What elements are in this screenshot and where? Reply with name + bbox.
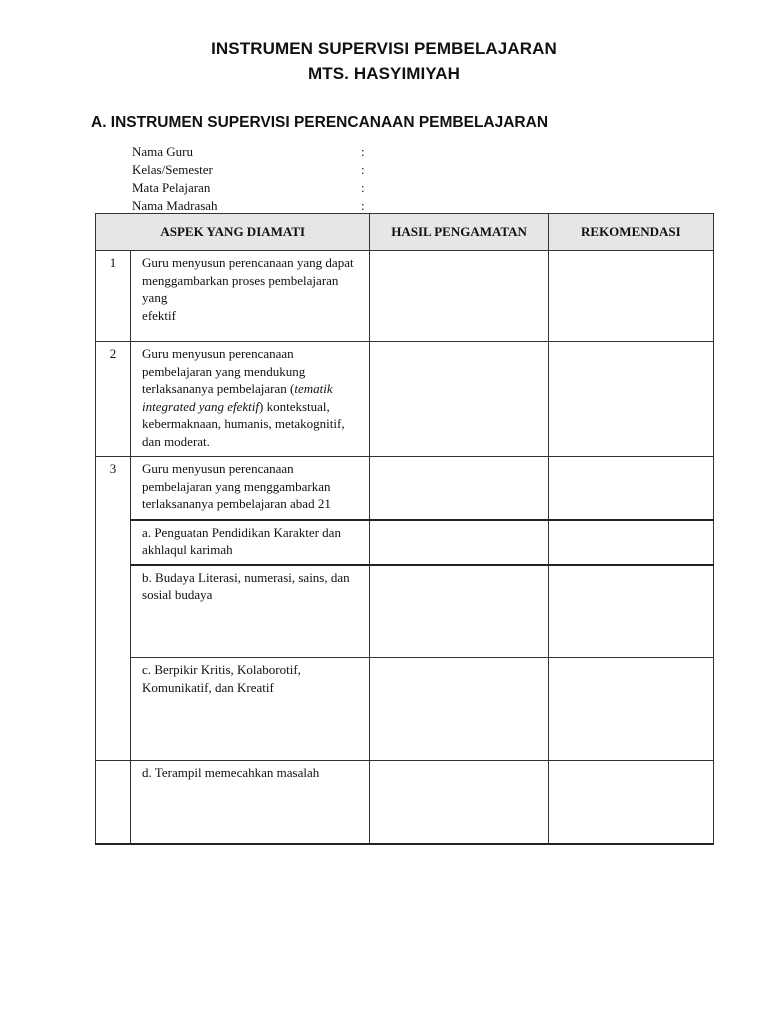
info-label: Mata Pelajaran: [132, 180, 211, 195]
hasil-pengamatan-cell[interactable]: [370, 251, 548, 342]
rekomendasi-cell[interactable]: [548, 520, 713, 565]
aspek-subitem-a: a. Penguatan Pendidikan Karakter dan akhlaqul karimah: [131, 520, 370, 565]
aspek-text: Guru menyusun perencanaan pembelajaran yang menggambarkan terlaksananya pembelajaran abad 21: [131, 457, 370, 520]
document-title: INSTRUMEN SUPERVISI PEMBELAJARAN: [211, 39, 557, 58]
rekomendasi-cell[interactable]: [548, 251, 713, 342]
row-number: 3: [96, 457, 131, 520]
row-number: [96, 658, 131, 761]
info-field-kelas-semester: [132, 161, 365, 179]
table-row: [96, 565, 714, 658]
aspek-text-italic: tematik integrated yang efektif: [142, 381, 333, 414]
aspek-subitem-b: b. Budaya Literasi, numerasi, sains, dan sosial budaya: [131, 565, 370, 658]
row-number: 2: [96, 342, 131, 457]
rekomendasi-cell[interactable]: [548, 761, 713, 844]
row-number: [96, 520, 131, 565]
info-label: Kelas/Semester: [132, 162, 213, 177]
hasil-pengamatan-cell[interactable]: [370, 658, 548, 761]
table-row: [96, 251, 714, 342]
header-hasil-pengamatan: HASIL PENGAMATAN: [370, 214, 548, 251]
row-number: [96, 565, 131, 658]
row-number: [96, 761, 131, 844]
aspek-subitem-c: c. Berpikir Kritis, Kolaborotif, Komunikatif, dan Kreatif: [131, 658, 370, 761]
table-row: [96, 342, 714, 457]
info-colon: :: [361, 198, 365, 213]
aspek-text-content: Guru menyusun perencanaan yang dapat menggambarkan proses pembelajaran yang efektif: [142, 255, 354, 323]
header-rekomendasi: REKOMENDASI: [548, 214, 713, 251]
info-label: Nama Guru: [132, 144, 194, 159]
info-colon: :: [361, 162, 365, 177]
section-heading: A. INSTRUMEN SUPERVISI PERENCANAAN PEMBELAJARAN: [91, 114, 549, 131]
rekomendasi-cell[interactable]: [548, 658, 713, 761]
info-label: Nama Madrasah: [132, 198, 218, 213]
supervision-table: [95, 213, 714, 845]
aspek-text: [131, 251, 370, 342]
table-row: [96, 761, 714, 844]
table-row: [96, 658, 714, 761]
info-colon: :: [361, 144, 365, 159]
hasil-pengamatan-cell[interactable]: [370, 761, 548, 844]
aspek-text-pre: Guru menyusun perencanaan pembelajaran yang mendukung terlaksananya pembelajaran (: [142, 346, 306, 396]
info-colon: :: [361, 180, 365, 195]
rekomendasi-cell[interactable]: [548, 457, 713, 520]
rekomendasi-cell[interactable]: [548, 565, 713, 658]
table-row: [96, 520, 714, 565]
rekomendasi-cell[interactable]: [548, 342, 713, 457]
header-aspek: ASPEK YANG DIAMATI: [96, 214, 370, 251]
hasil-pengamatan-cell[interactable]: [370, 457, 548, 520]
row-number: 1: [96, 251, 131, 342]
hasil-pengamatan-cell[interactable]: [370, 342, 548, 457]
document-subtitle: MTS. HASYIMIYAH: [307, 64, 460, 83]
table-header-row: [96, 214, 714, 251]
hasil-pengamatan-cell[interactable]: [370, 520, 548, 565]
info-field-mata-pelajaran: [132, 179, 365, 197]
info-field-nama-guru: [132, 143, 365, 161]
aspek-subitem-d: d. Terampil memecahkan masalah: [131, 761, 370, 844]
aspek-text: [131, 342, 370, 457]
table-row: [96, 457, 714, 520]
aspek-text-post: ) kontekstual, kebermaknaan, humanis, metakognitif, dan moderat.: [142, 398, 345, 449]
hasil-pengamatan-cell[interactable]: [370, 565, 548, 658]
